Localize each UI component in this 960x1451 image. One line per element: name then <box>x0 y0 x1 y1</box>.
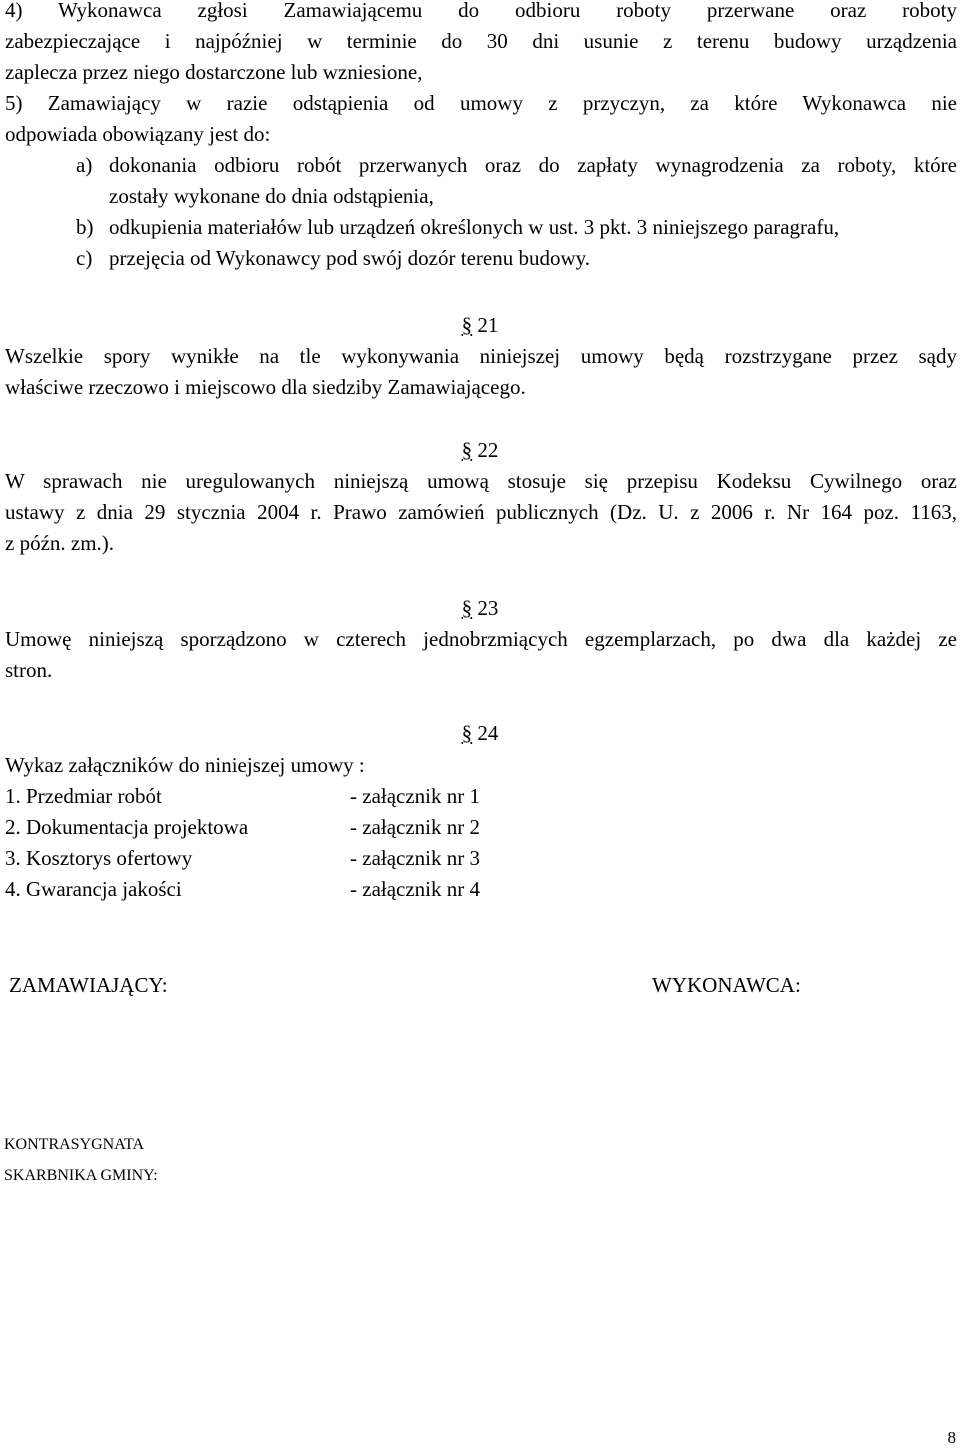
attachment-label: 4. Gwarancja jakości <box>5 877 182 901</box>
section-23-heading <box>0 593 960 624</box>
paragraph-sign: § <box>461 313 473 337</box>
attachment-row <box>5 874 957 905</box>
signature-zamawiajacy: ZAMAWIAJĄCY: <box>9 973 168 997</box>
section-21-body <box>5 341 957 403</box>
item-4-line-1: 4) Wykonawca zgłosi Zamawiającemu do odbioru roboty przerwane oraz roboty <box>5 0 957 22</box>
section-21-heading <box>0 310 960 341</box>
item-5-line-2: odpowiada obowiązany jest do: <box>5 122 271 146</box>
section-21-line-1: Wszelkie spory wynikłe na tle wykonywania niniejszej umowy będą rozstrzygane przez sądy <box>5 344 957 368</box>
section-22-body <box>5 466 957 559</box>
section-number: 24 <box>477 721 499 745</box>
attachment-ref: - załącznik nr 4 <box>350 877 481 901</box>
attachment-label: 1. Przedmiar robót <box>5 784 162 808</box>
paragraph-sign: § <box>461 596 473 620</box>
sub-item-a-text <box>109 150 957 212</box>
signature-wykonawca: WYKONAWCA: <box>652 973 801 997</box>
countersign-block <box>4 1129 956 1191</box>
countersign-line-1: KONTRASYGNATA <box>4 1136 145 1153</box>
section-number: 23 <box>477 596 499 620</box>
sub-item-b <box>5 212 957 243</box>
section-21-line-2: właściwe rzeczowo i miejscowo dla siedziby Zamawiającego. <box>5 375 526 399</box>
attachment-label: 2. Dokumentacja projektowa <box>5 815 249 839</box>
page-number: 8 <box>947 1428 956 1447</box>
top-block <box>5 0 957 274</box>
section-24-body <box>5 750 957 905</box>
attachment-row <box>5 812 957 843</box>
section-23-line-1: Umowę niniejszą sporządzono w czterech jednobrzmiących egzemplarzach, po dwa dla każdej ze <box>5 627 957 651</box>
sub-item-b-text: odkupienia materiałów lub urządzeń określonych w ust. 3 pkt. 3 niniejszego paragrafu, <box>109 215 840 239</box>
section-22-line-2: ustawy z dnia 29 stycznia 2004 r. Prawo zamówień publicznych (Dz. U. z 2006 r. Nr 164 poz. 1163, <box>5 500 957 524</box>
section-24-heading <box>0 718 960 749</box>
sub-item-c-marker: c) <box>76 246 93 270</box>
attachment-ref: - załącznik nr 2 <box>350 815 481 839</box>
section-22-heading <box>0 435 960 466</box>
section-22-line-3: z późn. zm.). <box>5 531 115 555</box>
sub-item-a-line-1: dokonania odbioru robót przerwanych oraz do zapłaty wynagrodzenia za roboty, które <box>109 153 957 177</box>
section-number: 22 <box>477 438 499 462</box>
attachment-ref: - załącznik nr 1 <box>350 784 481 808</box>
sub-item-c-text: przejęcia od Wykonawcy pod swój dozór terenu budowy. <box>109 246 591 270</box>
item-4-line-3: zaplecza przez niego dostarczone lub wzniesione, <box>5 60 423 84</box>
sub-item-b-marker: b) <box>76 215 94 239</box>
item-4-line-2: zabezpieczające i najpóźniej w terminie do 30 dni usunie z terenu budowy urządzenia <box>5 29 957 53</box>
attachments-intro: Wykaz załączników do niniejszej umowy : <box>5 753 365 777</box>
attachment-row <box>5 843 957 874</box>
sub-item-a <box>5 150 957 212</box>
attachment-ref: - załącznik nr 3 <box>350 846 481 870</box>
section-number: 21 <box>477 313 499 337</box>
paragraph-sign: § <box>461 721 473 745</box>
countersign-line-2: SKARBNIKA GMINY: <box>4 1167 158 1184</box>
attachment-label: 3. Kosztorys ofertowy <box>5 846 193 870</box>
attachment-row <box>5 781 957 812</box>
sub-item-a-line-2: zostały wykonane do dnia odstąpienia, <box>109 184 434 208</box>
item-5-line-1: 5) Zamawiający w razie odstąpienia od umowy z przyczyn, za które Wykonawca nie <box>5 91 957 115</box>
section-23-body <box>5 624 957 686</box>
sub-item-c <box>5 243 957 274</box>
sub-item-a-marker: a) <box>76 153 93 177</box>
paragraph-sign: § <box>461 438 473 462</box>
section-22-line-1: W sprawach nie uregulowanych niniejszą umową stosuje się przepisu Kodeksu Cywilnego oraz <box>5 469 957 493</box>
section-23-line-2: stron. <box>5 658 53 682</box>
